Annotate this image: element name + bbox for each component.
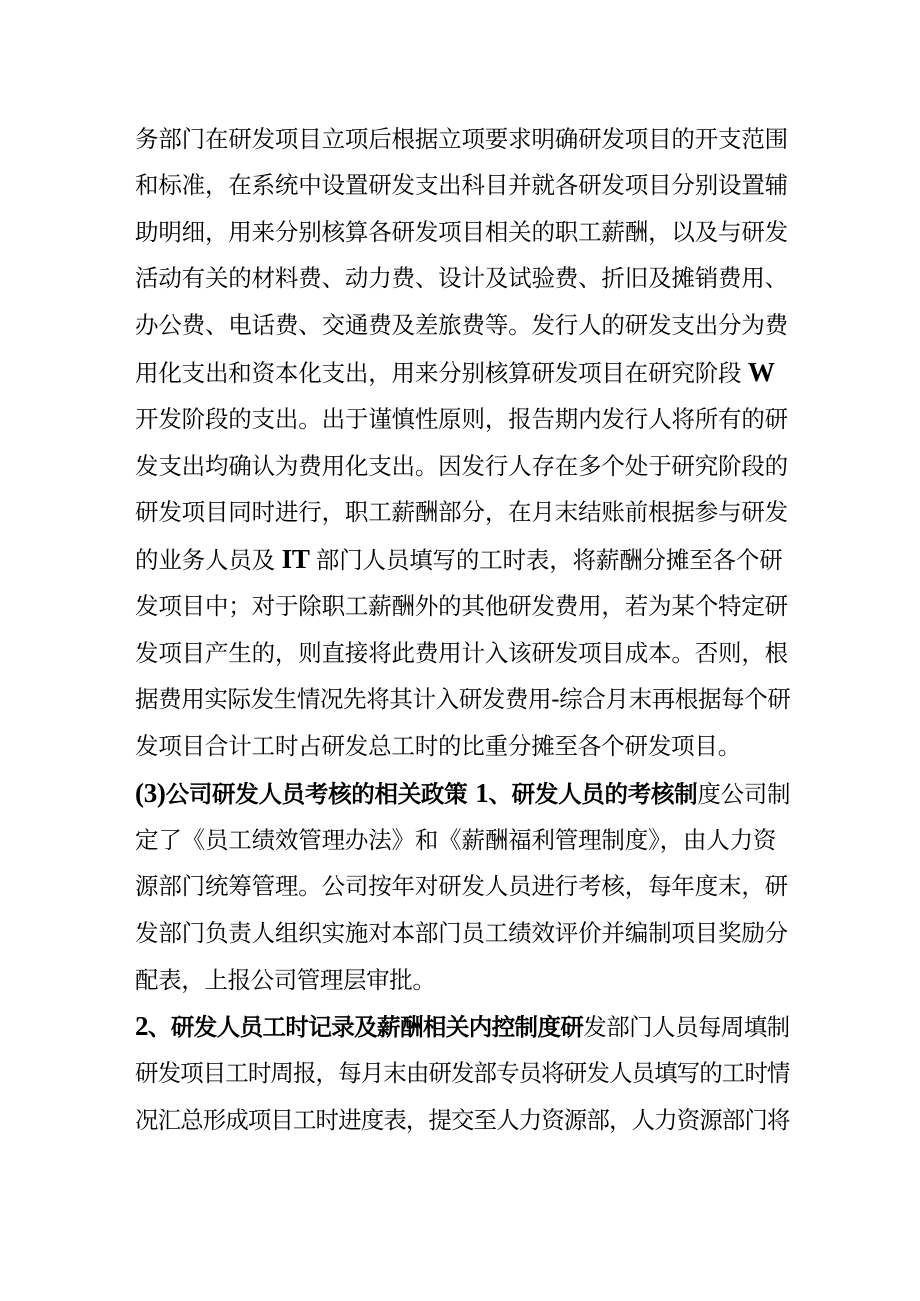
subsection-heading: 、研发人员工时记录及薪酬相关内控制度研 [147,1013,584,1041]
text-segment: 和标准，在系统中设置研发支出科目并就各研发项目分别设置辅 [135,171,788,199]
text-segment: 配表，上报公司管理层审批。 [135,966,436,994]
text-line [135,1105,795,1135]
text-line [135,825,795,855]
text-segment: 发部门人员每周填制 [583,1013,790,1041]
text-line [135,310,795,340]
text-segment: 的业务人员及 [135,546,275,574]
text-segment: 活动有关的材料费、动力费、设计及试验费、折旧及摊销费用、 [135,264,788,292]
text-line [135,684,795,714]
text-line [135,497,795,527]
text-line [135,731,795,761]
text-line [135,544,795,575]
text-segment: 发项目中；对于除职工薪酬外的其他研发费用，若为某个特定研 [135,592,788,620]
text-line [135,217,795,247]
subsection-number: 2 [135,1011,148,1041]
text-line [135,918,795,948]
section-heading-line [135,778,795,809]
section-number: (3) [135,778,166,808]
subsection-heading: 、研发人员的考核制 [488,780,698,808]
text-segment: 用化支出和资本化支出，用来分别核算研发项目在研究阶段 [135,359,742,387]
text-segment: 源部门统筹管理。公司按年对研发人员进行考核，每年度末，研 [135,872,788,900]
text-line [135,638,795,668]
text-segment: 研发项目工时周报，每月末由研发部专员将研发人员填写的工时情 [135,1059,790,1087]
text-segment: 助明细，用来分别核算各研发项目相关的职工薪酬，以及与研发 [135,218,788,246]
text-segment: 发项目产生的，则直接将此费用计入该研发项目成本。否则，根 [135,639,788,667]
text-line [135,965,795,995]
text-segment-latin: W [741,357,775,387]
text-segment: 研发项目同时进行，职工薪酬部分，在月末结账前根据参与研发 [135,498,788,526]
text-line [135,404,795,434]
text-line [135,591,795,621]
text-segment: 办公费、电话费、交通费及差旅费等。发行人的研发支出分为费 [135,311,788,339]
text-segment: 务部门在研发项目立项后根据立项要求明确研发项目的开支范围 [135,125,788,153]
text-segment: 发部门负责人组织实施对本部门员工绩效评价并编制项目奖励分 [135,919,788,947]
subsection-heading-line [135,1011,795,1042]
text-line [135,451,795,481]
text-line [135,1058,795,1088]
text-segment: 发支出均确认为费用化支出。因发行人存在多个处于研究阶段的 [135,452,788,480]
subsection-number: 1 [475,778,489,808]
text-segment: 据费用实际发生情况先将其计入研发费用-综合月末再根据每个研 [135,685,791,713]
text-segment: 定了《员工绩效管理办法》和《薪酬福利管理制度》，由人力资 [135,826,777,854]
text-line [135,263,795,293]
text-line [135,357,795,388]
text-line [135,170,795,200]
text-line [135,124,795,154]
section-heading: 公司研发人员考核的相关政策 [165,780,476,808]
text-segment: 况汇总形成项目工时进度表，提交至人力资源部，人力资源部门将 [135,1106,790,1134]
text-segment: 部门人员填写的工时表，将薪酬分摊至各个研 [315,546,783,574]
text-segment: 发项目合计工时占研发总工时的比重分摊至各个研发项目。 [135,732,741,760]
text-segment: 开发阶段的支出。出于谨慎性原则，报告期内发行人将所有的研 [135,405,788,433]
text-segment-latin: IT [275,544,316,574]
text-line [135,871,795,901]
text-segment: 度公司制 [697,780,791,808]
